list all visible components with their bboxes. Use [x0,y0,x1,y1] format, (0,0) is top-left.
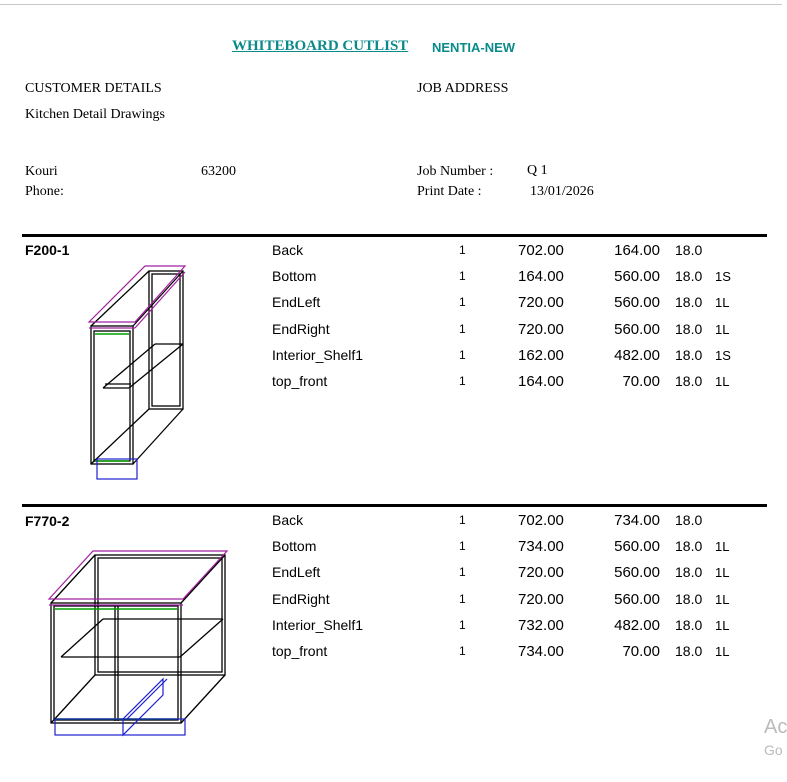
part-width: 164.00 [614,242,660,259]
customer-details-heading: CUSTOMER DETAILS [25,81,162,96]
part-row [0,617,782,643]
part-row [0,242,782,268]
report-subtitle: NENTIA-NEW [432,40,516,55]
part-row [0,538,782,564]
part-name: EndLeft [272,564,321,581]
phone-label: Phone: [25,184,64,199]
part-name: Interior_Shelf1 [272,346,364,363]
customer-postcode: 63200 [201,164,236,179]
part-length: 720.00 [518,294,564,312]
part-thickness: 18.0 [675,643,703,659]
watermark-line2: Go [764,742,783,758]
part-length: 162.00 [518,346,564,364]
print-date-value: 13/01/2026 [530,184,594,199]
part-qty: 1 [459,644,466,658]
job-number-value: Q 1 [527,163,548,178]
part-length: 720.00 [518,320,564,338]
part-qty: 1 [459,565,466,580]
part-edge: 1L [715,565,730,581]
part-name: Back [272,512,304,528]
part-name: EndLeft [272,294,321,311]
part-edge: 1S [715,269,731,285]
part-edge: 1L [715,644,730,659]
part-row [0,373,782,399]
part-row [0,591,782,617]
part-width: 70.00 [622,373,660,390]
part-length: 702.00 [518,242,564,259]
part-width: 560.00 [614,564,660,582]
part-thickness: 18.0 [675,268,703,285]
part-qty: 1 [459,347,466,362]
part-name: Bottom [272,538,317,555]
part-row [0,347,782,373]
part-name: Interior_Shelf1 [272,616,364,633]
part-edge: 1L [715,321,730,337]
job-number-label: Job Number : [417,164,494,179]
part-width: 482.00 [614,346,660,364]
part-length: 164.00 [518,373,564,390]
part-name: EndRight [272,590,330,607]
customer-description: Kitchen Detail Drawings [25,107,165,122]
part-qty: 1 [459,269,466,284]
part-width: 560.00 [614,538,660,556]
part-length: 734.00 [518,538,564,556]
part-width: 560.00 [614,294,660,312]
cabinet-divider [22,234,767,237]
part-width: 560.00 [614,590,660,608]
part-qty: 1 [459,374,466,388]
part-length: 702.00 [518,512,564,529]
part-row [0,321,782,347]
part-row [0,512,782,538]
part-thickness: 18.0 [675,320,703,337]
part-name: top_front [272,643,328,659]
part-width: 560.00 [614,268,660,286]
part-width: 560.00 [614,320,660,338]
part-name: EndRight [272,320,330,337]
job-address-heading: JOB ADDRESS [417,81,509,96]
part-length: 720.00 [518,564,564,582]
watermark-line1: Ac [764,716,787,738]
customer-name: Kouri [25,164,58,179]
part-thickness: 18.0 [675,590,703,607]
part-row [0,268,782,294]
part-qty: 1 [459,513,466,527]
cabinet-code: F770-2 [25,513,70,529]
part-thickness: 18.0 [675,242,703,258]
part-thickness: 18.0 [675,538,703,555]
part-qty: 1 [459,295,466,310]
part-qty: 1 [459,321,466,336]
part-edge: 1L [715,617,730,633]
top-divider [0,4,782,5]
part-thickness: 18.0 [675,294,703,311]
part-qty: 1 [459,539,466,554]
print-date-label: Print Date : [417,184,482,199]
cabinet-divider [22,504,767,507]
part-thickness: 18.0 [675,616,703,633]
part-name: top_front [272,373,328,389]
part-qty: 1 [459,591,466,606]
part-qty: 1 [459,617,466,632]
part-row [0,294,782,320]
part-length: 720.00 [518,590,564,608]
part-row [0,564,782,590]
part-edge: 1L [715,295,730,311]
part-edge: 1S [715,347,731,363]
part-edge: 1L [715,591,730,607]
part-width: 734.00 [614,512,660,529]
part-length: 734.00 [518,643,564,660]
part-width: 70.00 [622,643,660,660]
part-edge: 1L [715,539,730,555]
report-title: WHITEBOARD CUTLIST [232,38,409,54]
part-qty: 1 [459,243,466,257]
cabinet-code: F200-1 [25,242,70,258]
part-length: 164.00 [518,268,564,286]
part-name: Back [272,242,304,258]
part-name: Bottom [272,268,317,285]
part-thickness: 18.0 [675,564,703,581]
part-width: 482.00 [614,616,660,634]
part-thickness: 18.0 [675,512,703,528]
part-length: 732.00 [518,616,564,634]
part-edge: 1L [715,374,730,389]
part-row [0,643,782,669]
part-thickness: 18.0 [675,373,703,389]
part-thickness: 18.0 [675,346,703,363]
